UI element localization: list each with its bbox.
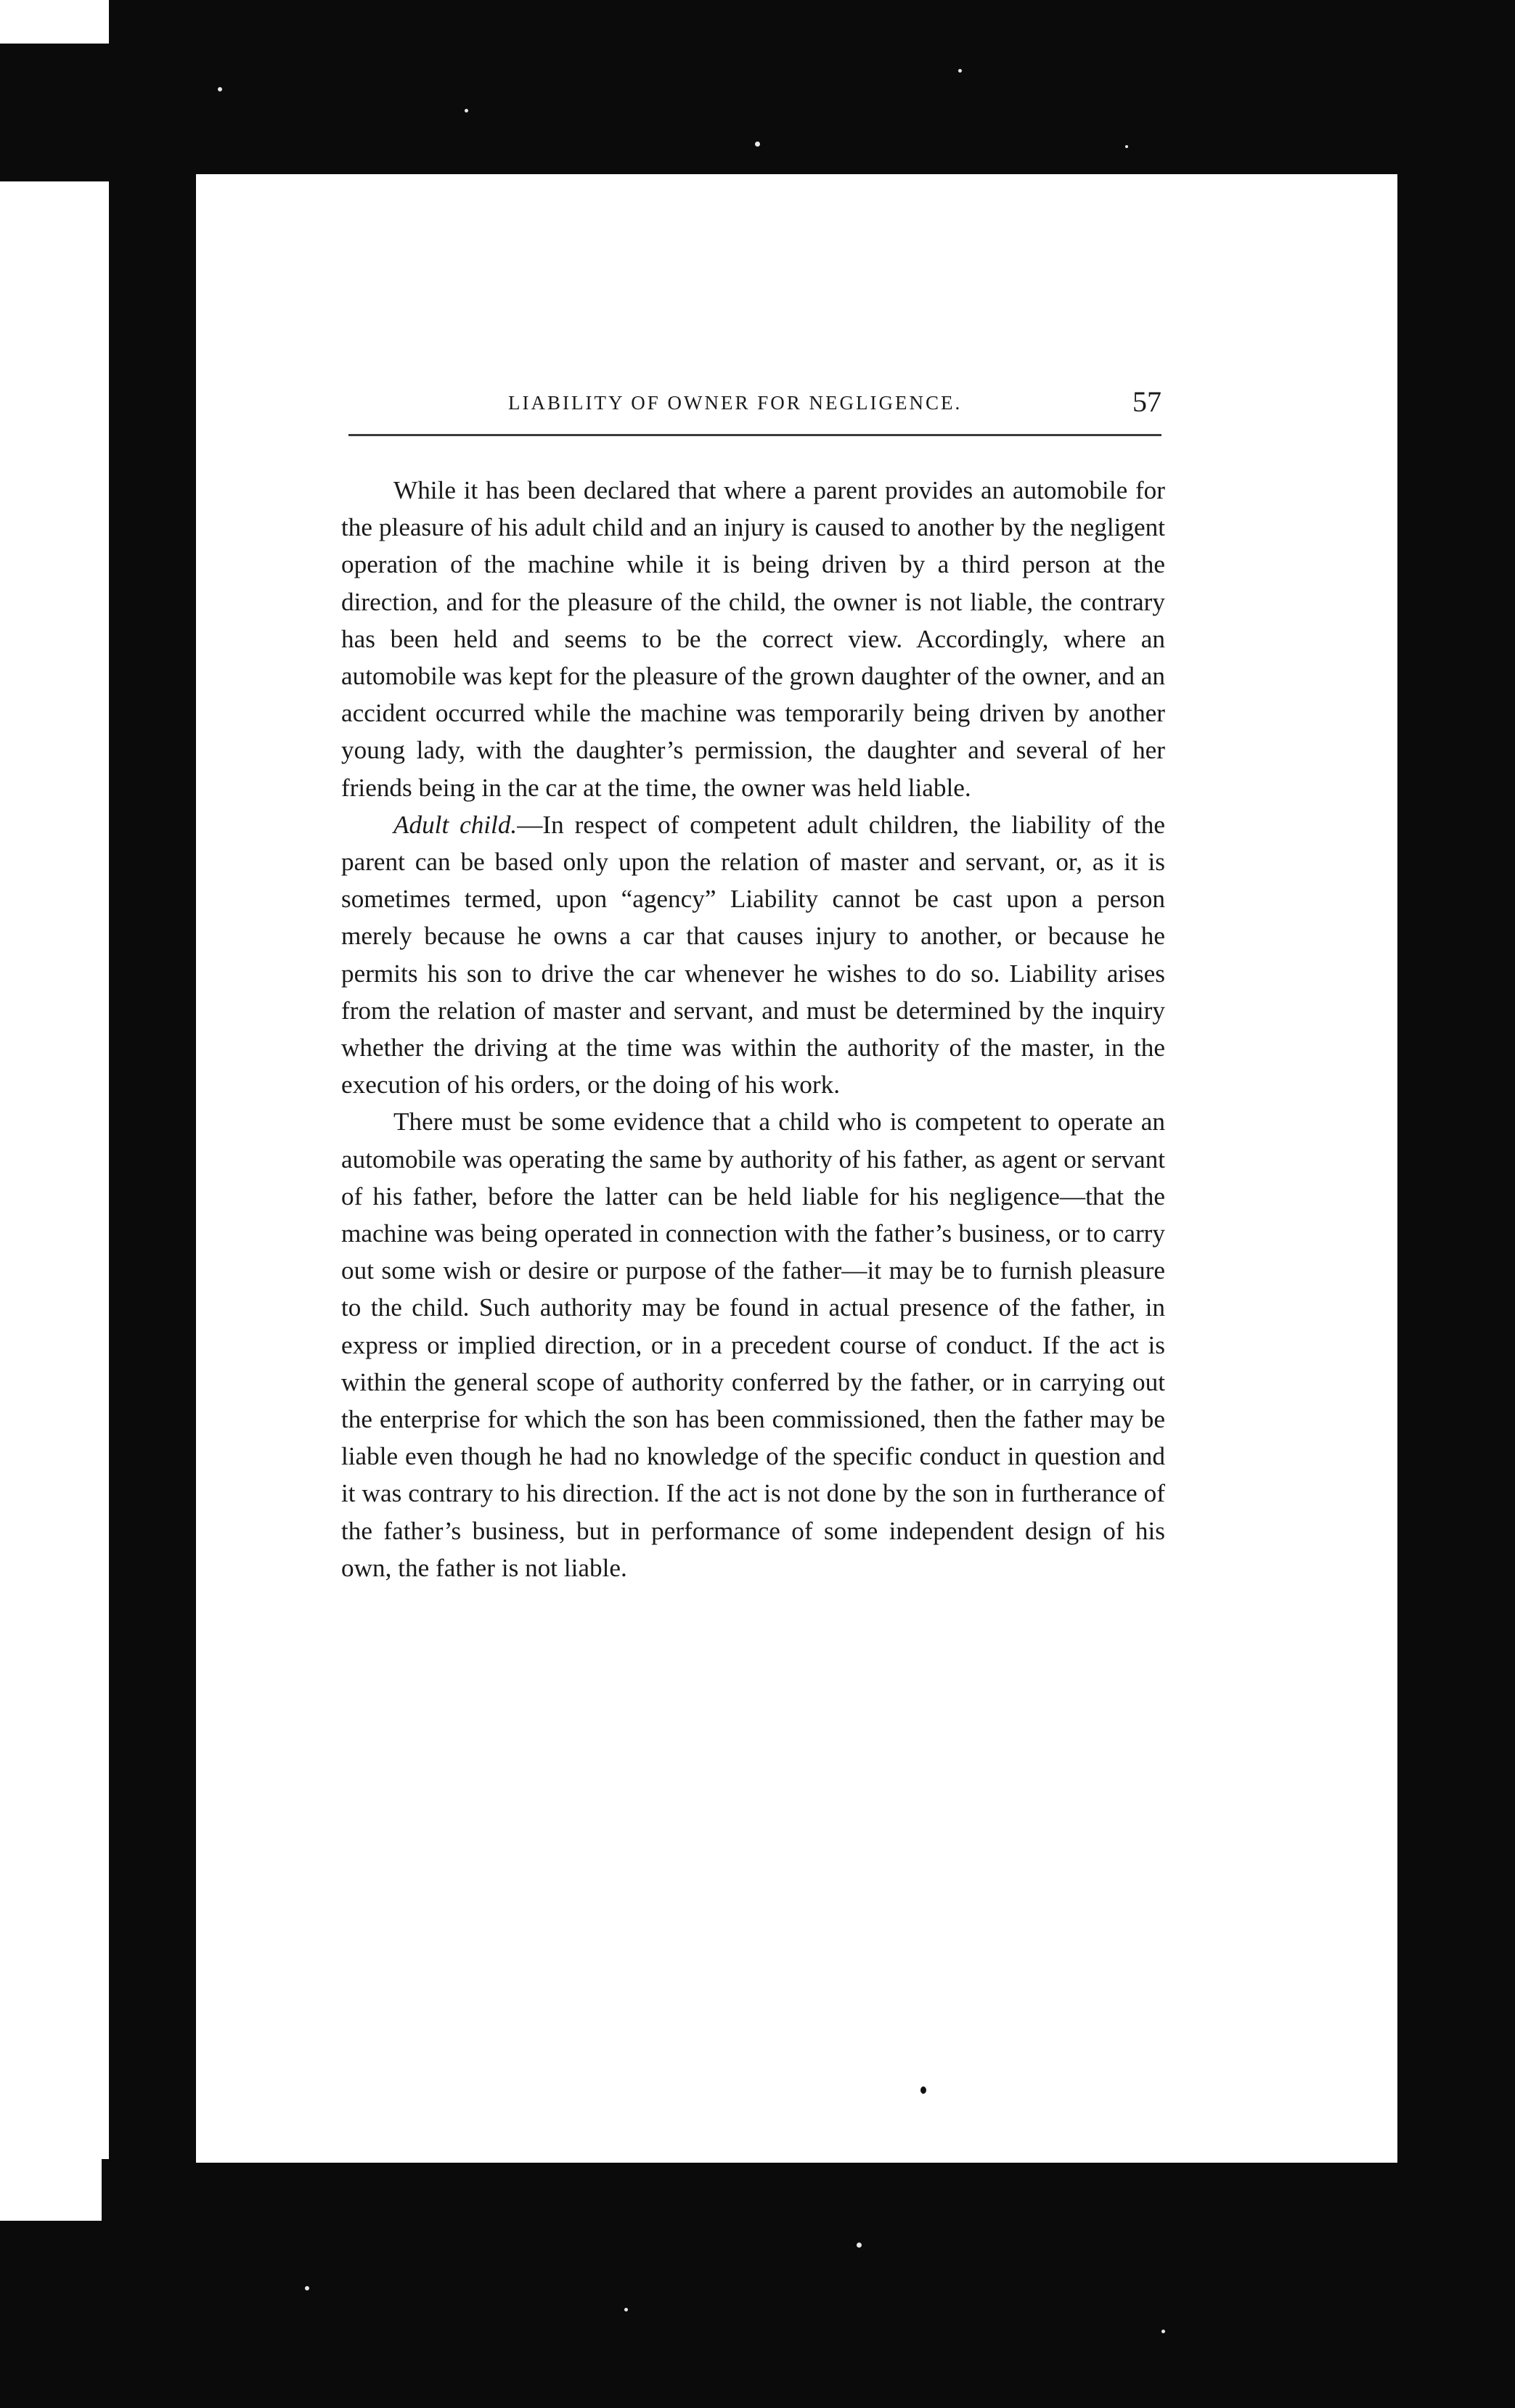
scan-speck — [857, 2243, 862, 2248]
scan-speck — [755, 142, 760, 147]
header-rule — [348, 434, 1161, 436]
scan-speck — [465, 109, 468, 112]
scan-margin-corner — [0, 0, 109, 44]
running-head — [348, 385, 1161, 428]
scan-speck — [920, 2086, 926, 2094]
scan-speck — [218, 87, 222, 91]
scan-border-bottom — [102, 2159, 1515, 2408]
body-text — [341, 472, 1165, 1586]
run-in-heading: Adult child. — [393, 810, 518, 839]
paragraph-parent-provides-automobile: While it has been declared that where a parent provides an automobile for the pleasure of his adult child and an injury is caused to another by the negligent operation of the machine while it is being driven by a third person at the direction, and for the pleasure of the child, the owner is not liable, the contrary has been held and seems to be the correct view. Accordingly, where an automobile was kept for the pleasure of the grown daughter of the owner, and an accident occurred while the machine was temporarily being driven by another young lady, with the daughter’s permission, the daughter and several of her friends being in the car at the time, the owner was held liable. — [341, 476, 1165, 802]
scan-border-left — [109, 131, 196, 2214]
scan-speck — [1161, 2330, 1165, 2333]
running-head-title: LIABILITY OF OWNER FOR NEGLIGENCE. — [508, 392, 963, 414]
scan-speck — [624, 2308, 628, 2311]
page-number: 57 — [1132, 385, 1161, 418]
scan-speck — [305, 2286, 309, 2290]
scan-speck — [958, 69, 962, 73]
scan-border-right — [1397, 15, 1515, 2366]
scan-border-top — [0, 0, 1515, 181]
scan-speck — [1125, 145, 1128, 148]
paragraph-adult-child: Adult child.—In respect of competent adult children, the liability of the parent can be based only upon the relation of master and servant, or, as it is sometimes termed, upon “agency” Liability cannot be cast upon a person merely because he owns a car that causes injury to another, or because he permits his son to drive the car whenever he wishes to do so. Liability arises from the relation of master and servant, and must be determined by the inquiry whether the driving at the time was within the authority of the master, in the execution of his orders, or the doing of his work. — [341, 810, 1165, 1099]
paragraph-evidence-of-authority: There must be some evidence that a child who is competent to operate an automobile was operating the same by authority of his father, as agent or servant of his father, before the latter can be held liable for his negligence—that the machine was being operated in connection with the father’s business, or to carry out some wish or desire or purpose of the father—it may be to furnish pleasure to the child. Such authority may be found in actual presence of the father, in express or implied direction, or in a precedent course of conduct. If the act is within the general scope of authority conferred by the father, or in carrying out the enterprise for which the son has been commissioned, then the father may be liable even though he had no knowledge of the specific conduct in question and it was contrary to his direction. If the act is not done by the son in furtherance of the father’s business, but in performance of some independent design of his own, the father is not liable. — [341, 1107, 1165, 1582]
scan-border-bottom-left — [0, 2221, 116, 2408]
